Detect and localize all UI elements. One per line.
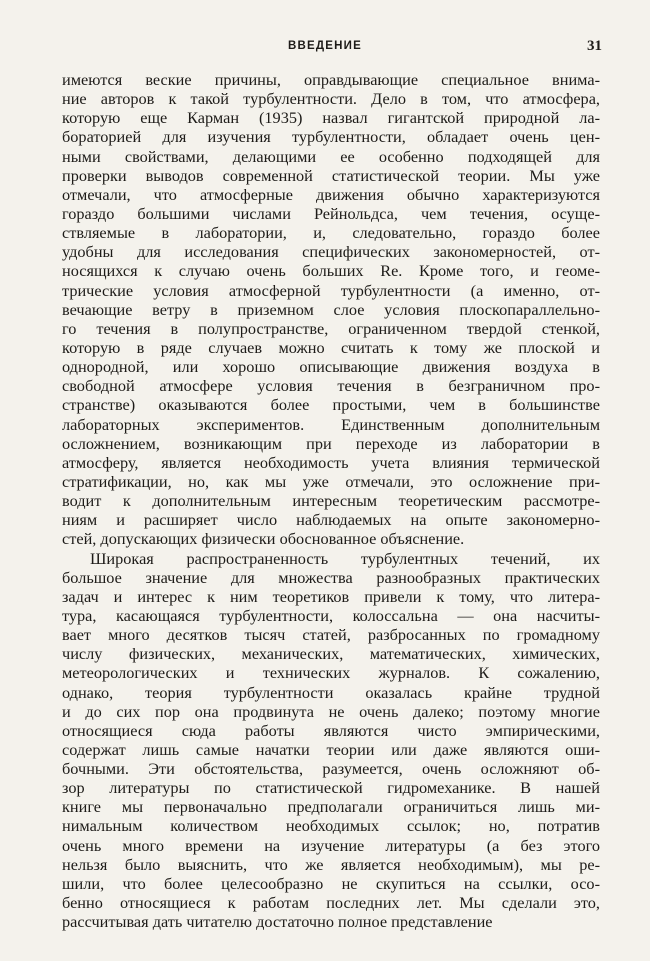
- text-line: ние авторов к такой турбулентности. Дело в том, что атмосфера,: [62, 89, 600, 109]
- running-head: [0, 40, 650, 60]
- text-line: странстве) оказываются более простыми, чем в большинстве: [62, 395, 600, 415]
- text-line: которую в ряде случаев можно считать к тому же плоской и: [62, 337, 600, 357]
- text-line: бораторией для изучения турбулентности, обладает очень цен-: [62, 127, 600, 147]
- page-number: 31: [587, 38, 602, 54]
- text-line: нельзя было выяснить, что же является необходимым), мы ре-: [62, 854, 600, 874]
- text-line: Широкая распространенность турбулентных течений, их: [90, 548, 600, 568]
- text-line: нимальным количеством необходимых ссылок; но, потратив: [62, 816, 600, 836]
- text-line: трические условия атмосферной турбулентности (а именно, от-: [62, 280, 600, 300]
- text-line: относящиеся сюда работы являются чисто эмпирическими,: [62, 720, 600, 740]
- text-line: книге мы первоначально предполагали ограничиться лишь ми-: [62, 797, 600, 817]
- text-line: тура, касающаяся турбулентности, колоссальна — она насчиты-: [62, 605, 600, 625]
- text-line: задач и интерес к ним теоретиков привели к тому, что литера-: [62, 586, 600, 606]
- text-line: большое значение для множества разнообразных практических: [62, 567, 600, 587]
- text-line: ниям и расширяет число наблюдаемых на опыте закономерно-: [62, 510, 600, 530]
- text-line: ствляемые в лаборатории, и, следовательно, гораздо более: [62, 223, 600, 243]
- text-line: содержат лишь самые начатки теории или даже являются оши-: [62, 739, 600, 759]
- text-line: носящихся к случаю очень больших Re. Кроме того, и геоме-: [62, 261, 600, 281]
- text-line: лабораторных экспериментов. Единственным дополнительным: [62, 414, 600, 434]
- text-line: бенно относящиеся к работам последних лет. Мы сделали это,: [62, 893, 600, 913]
- text-line: метеорологических и технических журналов. К сожалению,: [62, 663, 600, 683]
- text-line: шили, что более целесообразно не скупиться на ссылки, осо-: [62, 873, 600, 893]
- text-line: однородной, или хорошо описывающие движения воздуха в: [62, 357, 600, 377]
- text-line: и до сих пор она продвинута не очень далеко; поэтому многие: [62, 701, 600, 721]
- body-text: [62, 70, 600, 931]
- text-line: очень много времени на изучение литературы (а без этого: [62, 835, 600, 855]
- text-line: имеются веские причины, оправдывающие специальное внима-: [62, 70, 600, 89]
- chapter-title: ВВЕДЕНИЕ: [288, 40, 362, 52]
- text-line: зор литературы по статистической гидромеханике. В нашей: [62, 778, 600, 798]
- text-line: свободной атмосфере условия течения в безграничном про-: [62, 376, 600, 396]
- text-line: отмечали, что атмосферные движения обычно характеризуются: [62, 184, 600, 204]
- paragraph: [62, 70, 600, 549]
- text-line: которую еще Карман (1935) назвал гигантской природной ла-: [62, 108, 600, 128]
- text-line: удобны для исследования специфических закономерностей, от-: [62, 242, 600, 262]
- text-line: стратификации, но, как мы уже отмечали, это осложнение при-: [62, 471, 600, 491]
- text-line: стей, допускающих физически обоснованное объяснение.: [62, 529, 465, 549]
- text-line: проверки выводов современной статистической теории. Мы уже: [62, 165, 600, 185]
- text-line: числу физических, механических, математических, химических,: [62, 644, 600, 664]
- text-line: вечающие ветру в приземном слое условия плоскопараллельно-: [62, 299, 600, 319]
- text-line: осложнением, возникающим при переходе из лаборатории в: [62, 433, 600, 453]
- paragraph: [62, 549, 600, 932]
- text-line: ными свойствами, делающими ее особенно подходящей для: [62, 146, 600, 166]
- text-line: гораздо большими числами Рейнольдса, чем течения, осуще-: [62, 203, 600, 223]
- text-line: водит к дополнительным интересным теоретическим рассмотре-: [62, 491, 600, 511]
- text-line: однако, теория турбулентности оказалась крайне трудной: [62, 682, 600, 702]
- text-line: вает много десятков тысяч статей, разбросанных по громадному: [62, 625, 600, 645]
- text-line: рассчитывая дать читателю достаточно полное представление: [62, 912, 493, 932]
- text-line: атмосферу, является необходимость учета влияния термической: [62, 452, 600, 472]
- text-line: бочными. Эти обстоятельства, разумеется, очень осложняют об-: [62, 759, 600, 779]
- text-line: го течения в полупространстве, ограниченном твердой стенкой,: [62, 318, 600, 338]
